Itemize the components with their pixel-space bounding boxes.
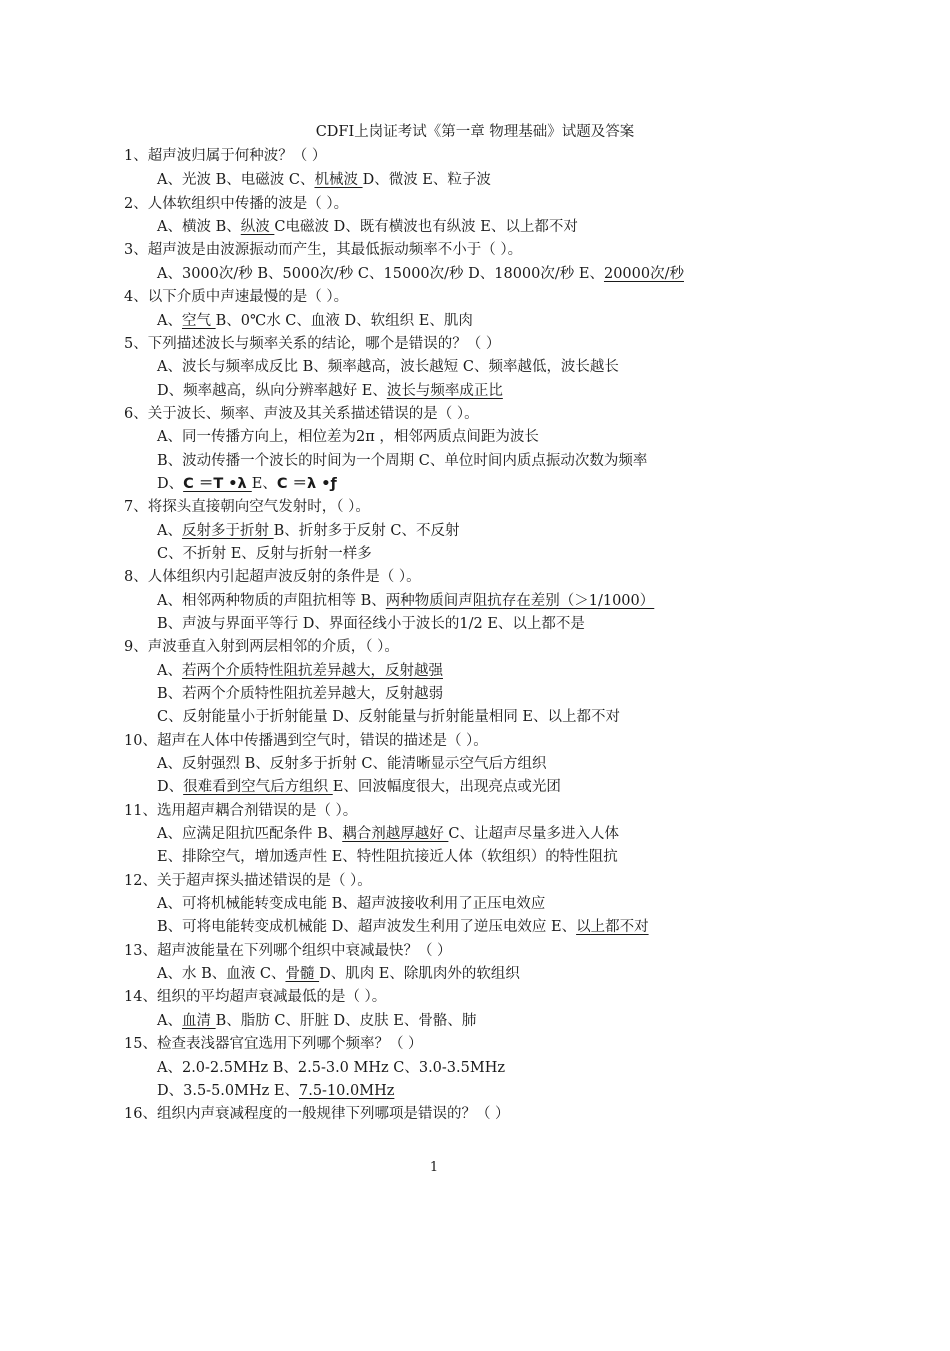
question-11-options-line-2: E、排除空气，增加透声性 E、特性阻抗接近人体（软组织）的特性阻抗: [157, 849, 618, 865]
question-14-options: [157, 1011, 476, 1031]
option-text: C、让超声尽量多进入人体: [448, 826, 619, 842]
question-5-options-line-2: [157, 381, 503, 401]
answer-underline: C ＝T •λ: [183, 476, 252, 492]
answer-underline: 机械波: [314, 172, 363, 188]
question-15-options-line-2: [157, 1081, 394, 1101]
option-text: B、可将电能转变成机械能 D、超声波发生利用了逆压电效应 E、: [157, 919, 577, 935]
answer-underline: 波长与频率成正比: [386, 383, 503, 399]
answer-underline: 两种物质间声阻抗存在差别（＞1/1000）: [385, 593, 655, 609]
option-formula: C ＝λ •ƒ: [276, 476, 337, 492]
option-text: E、回波幅度很大，出现亮点或光团: [332, 779, 561, 795]
option-text: B、折射多于反射 C、不反射: [273, 523, 460, 539]
question-9-options-line-2: B、若两个介质特性阻抗差异越大，反射越弱: [157, 686, 444, 702]
question-14-stem: 14、组织的平均超声衰减最低的是（ ）。: [124, 989, 387, 1005]
question-4-options: [157, 311, 473, 331]
option-text: D、肌肉 E、除肌肉外的软组织: [319, 966, 520, 982]
option-text: A、: [157, 313, 182, 329]
page-number: 1: [429, 1160, 439, 1175]
option-text: A、水 B、血液 C、: [157, 966, 286, 982]
question-11-stem: 11、选用超声耦合剂错误的是（ ）。: [124, 803, 358, 819]
answer-underline: 空气: [181, 313, 216, 329]
question-7-stem: 7、将探头直接朝向空气发射时，（ ）。: [124, 499, 370, 515]
question-3-stem: 3、超声波是由波源振动而产生，其最低振动频率不小于（ ）。: [124, 242, 523, 258]
question-7-options-line-2: C、不折射 E、反射与折射一样多: [157, 546, 372, 562]
option-text: D、频率越高，纵向分辨率越好 E、: [157, 383, 387, 399]
answer-underline: 反射多于折射: [181, 523, 274, 539]
question-6-stem: 6、关于波长、频率、声波及其关系描述错误的是（ ）。: [124, 406, 479, 422]
question-6-options-line-2: B、波动传播一个波长的时间为一个周期 C、单位时间内质点振动次数为频率: [157, 453, 648, 469]
question-9-options-line-1: [157, 661, 443, 681]
option-text: D、3.5-5.0MHz E、: [157, 1083, 299, 1099]
question-15-stem: 15、检查表浅器官宜选用下列哪个频率？（ ）: [124, 1036, 423, 1052]
question-13-stem: 13、超声波能量在下列哪个组织中衰减最快？（ ）: [124, 943, 452, 959]
option-text: A、: [157, 1013, 182, 1029]
question-7-options-line-1: [157, 521, 459, 541]
answer-underline: 7.5-10.0MHz: [298, 1083, 395, 1099]
question-2-stem: 2、人体软组织中传播的波是（ ）。: [124, 196, 349, 212]
option-text: A、光波 B、电磁波 C、: [157, 172, 315, 188]
question-1-options: [157, 170, 491, 190]
option-text: A、: [157, 663, 182, 679]
option-text: D、微波 E、粒子波: [362, 172, 491, 188]
question-8-options-line-1: [157, 591, 654, 611]
question-6-options-line-1: A、同一传播方向上，相位差为2π ，相邻两质点间距为波长: [157, 429, 539, 445]
option-text: D、: [157, 779, 184, 795]
option-text: B、脂肪 C、肝脏 D、皮肤 E、骨骼、肺: [215, 1013, 477, 1029]
question-8-stem: 8、人体组织内引起超声波反射的条件是（ ）。: [124, 569, 421, 585]
answer-underline: 耦合剂越厚越好: [342, 826, 449, 842]
answer-underline: 骨髓: [285, 966, 320, 982]
answer-underline: 20000次/秒: [603, 266, 684, 282]
question-12-stem: 12、关于超声探头描述错误的是（ ）。: [124, 873, 372, 889]
question-15-options-line-1: A、2.0-2.5MHz B、2.5-3.0 MHz C、3.0-3.5MHz: [157, 1060, 505, 1076]
answer-underline: 血清: [181, 1013, 216, 1029]
option-text: E、: [251, 476, 277, 492]
question-11-options-line-1: [157, 824, 619, 844]
option-text: A、应满足阻抗匹配条件 B、: [157, 826, 343, 842]
document-title: CDFI上岗证考试《第一章 物理基础》试题及答案: [315, 124, 635, 140]
question-2-options: [157, 217, 578, 237]
option-text: A、3000次/秒 B、5000次/秒 C、15000次/秒 D、18000次/秒 E、: [157, 266, 604, 282]
option-text: A、: [157, 523, 182, 539]
option-text: D、: [157, 476, 184, 492]
question-4-stem: 4、以下介质中声速最慢的是（ ）。: [124, 289, 349, 305]
question-8-options-line-2: B、声波与界面平等行 D、界面径线小于波长的1/2 E、以上都不是: [157, 616, 585, 632]
question-1-stem: 1、超声波归属于何种波？（ ）: [124, 148, 327, 164]
question-10-options-line-2: [157, 777, 561, 797]
answer-underline: 若两个介质特性阻抗差异越大，反射越强: [181, 663, 443, 679]
question-10-stem: 10、超声在人体中传播遇到空气时，错误的描述是（ ）。: [124, 733, 488, 749]
question-5-stem: 5、下列描述波长与频率关系的结论，哪个是错误的？（ ）: [124, 336, 501, 352]
answer-underline: 纵波: [240, 219, 275, 235]
question-6-options-line-3: [157, 474, 337, 494]
question-12-options-line-1: A、可将机械能转变成电能 B、超声波接收利用了正压电效应: [157, 896, 546, 912]
question-9-options-line-3: C、反射能量小于折射能量 D、反射能量与折射能量相同 E、以上都不对: [157, 709, 621, 725]
question-5-options-line-1: A、波长与频率成反比 B、频率越高，波长越短 C、频率越低，波长越长: [157, 359, 619, 375]
question-9-stem: 9、声波垂直入射到两层相邻的介质，（ ）。: [124, 639, 399, 655]
answer-underline: 很难看到空气后方组织: [183, 779, 333, 795]
option-text: A、横波 B、: [157, 219, 241, 235]
question-16-stem: 16、组织内声衰减程度的一般规律下列哪项是错误的？（ ）: [124, 1106, 510, 1122]
option-text: A、相邻两种物质的声阻抗相等 B、: [157, 593, 386, 609]
question-10-options-line-1: A、反射强烈 B、反射多于折射 C、能清晰显示空气后方组织: [157, 756, 547, 772]
option-text: C电磁波 D、既有横波也有纵波 E、以上都不对: [274, 219, 578, 235]
question-3-options: [157, 264, 684, 284]
option-text: B、0℃水 C、血液 D、软组织 E、肌肉: [215, 313, 473, 329]
question-12-options-line-2: [157, 917, 649, 937]
question-13-options: [157, 964, 520, 984]
answer-underline: 以上都不对: [576, 919, 649, 935]
